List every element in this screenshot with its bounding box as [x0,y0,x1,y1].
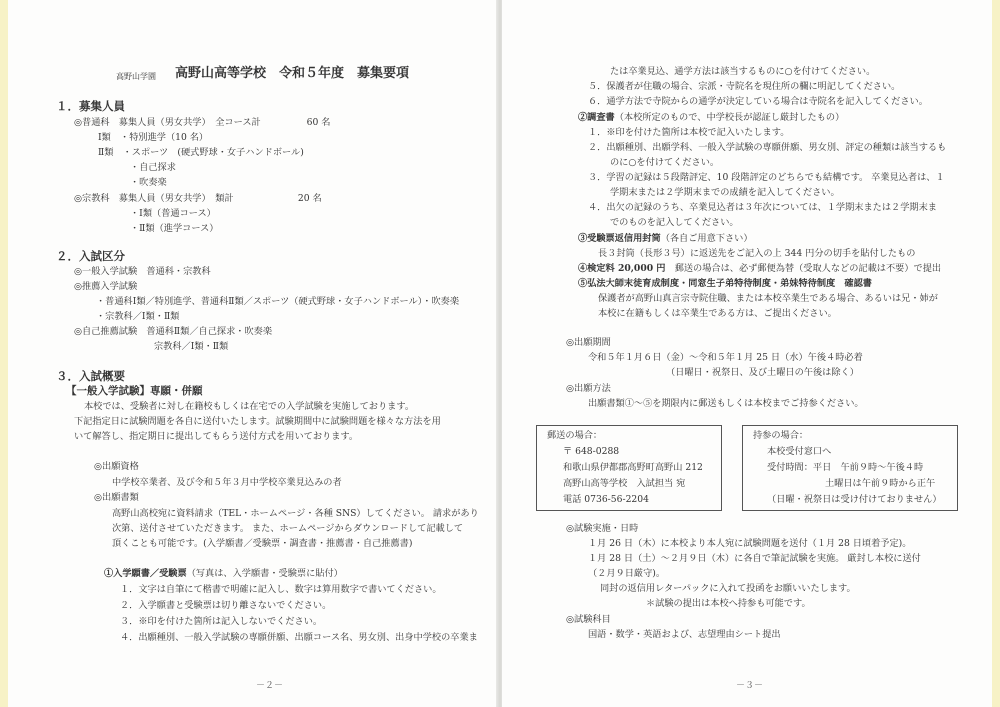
page-number-left: －２－ [256,681,284,691]
envelope-heading [578,233,753,245]
qualification-heading: ◎出願資格 [94,461,139,472]
s1-line: ・吹奏楽 [130,177,167,188]
qualification-text: 中学校卒業者、及び令和５年３月中学校卒業見込みの者 [112,477,342,488]
s2-line: ◎自己推薦試験 普通科Ⅱ類／自己探求・吹奏楽 [74,326,273,337]
section-3-heading: ３．入試概要 [56,369,125,383]
report-item: でのものを記入してください。 [610,217,739,228]
bring-box-line: 受付時間：平日 午前９時～午後４時 [767,462,924,473]
fee-text: 郵送の場合は、必ず郵便為替（受取人などの記載は不要）で提出 [674,263,942,274]
s2-line: ◎推薦入学試験 [74,281,138,292]
application-form-heading [104,568,343,580]
report-note: （本校所定のもので、中学校長が認証し厳封したもの） [614,112,845,123]
application-item: １．文字は自筆にて楷書で明確に記入し、数字は算用数字で書いてください。 [120,584,442,595]
application-item-cont: たは卒業見込、通学方法は該当するものに○を付けてください。 [610,66,876,77]
bring-box-line: 本校受付窓口へ [767,446,832,457]
exam-line: 同封の返信用レターパックに入れて投函をお願いいたします。 [600,583,856,594]
envelope-note: （各自ご用意下さい） [660,233,753,244]
general-exam-heading: 【一般入学試験】専願・併願 [66,385,203,397]
subjects-text: 国語・数学・英語および、志望理由シート提出 [588,629,781,640]
report-item: ３．学習の記録は５段階評定、10 段階評定のどちらでも結構です。 卒業見込者は、１ [588,172,945,183]
envelope-title: ③受験票返信用封筒 [578,233,661,244]
mail-box [536,425,722,511]
report-item: ４．出欠の記録のうち、卒業見込者は３年次については、１学期末または２学期末ま [588,202,937,213]
report-item: のに○を付けてください。 [610,157,720,168]
fee-title: ④検定料 20,000 円 [578,263,666,274]
method-text: 出願書類①～⑤を期限内に郵送もしくは本校までご持参ください。 [588,398,864,409]
documents-line: 頂くことも可能です。(入学願書／受験票・調査書・推薦書・自己推薦書) [112,538,413,549]
page-number-right: －３－ [736,681,764,691]
report-heading [578,112,844,124]
report-title: ②調査書 [578,112,615,123]
mail-box-heading: 郵送の場合： [547,430,603,441]
period-text: 令和５年１月６日（金）～令和５年１月 25 日（水）午後４時必着 [588,352,863,363]
mail-box-line: 〒 648-0288 [563,446,620,457]
period-heading: ◎出願期間 [566,337,611,348]
documents-line: 高野山高校宛に資料請求（TEL・ホームページ・各種 SNS）してください。 請求があり [112,508,479,519]
method-heading: ◎出願方法 [566,383,611,394]
s1-line: ・Ⅰ類（普通コース） [130,208,216,219]
report-item: ２．出願種別、出願学科、一般入学試験の専願併願、男女別、評定の種類は該当するも [588,142,947,153]
section-2-heading: ２．入試区分 [56,249,125,263]
s1-line: ◎宗教科 募集人員（男女共学） 類計 20 名 [74,193,322,204]
s2-line: 宗教科／Ⅰ類・Ⅱ類 [154,341,229,352]
application-item: ３．※印を付けた箇所は記入しないでください。 [120,616,323,627]
org-name: 高野山学園 [116,72,156,81]
subjects-heading: ◎試験科目 [566,614,611,625]
bring-box-line: （日曜・祝祭日は受け付けておりません） [767,494,942,505]
s1-line: ◎普通科 募集人員（男女共学） 全コース計 60 名 [74,117,331,128]
exam-line: （２月９日厳守)。 [588,568,666,579]
kobo-heading: ⑤弘法大師末徒育成制度・同窓生子弟特待制度・弟妹特待制度 確認書 [578,278,872,289]
page-left [0,0,498,707]
mail-box-line: 電話 0736-56-2204 [563,494,649,505]
s2-line: ・普通科Ⅰ類／特別進学、普通科Ⅱ類／スポーツ（硬式野球・女子ハンドボール）・吹奏楽 [96,296,460,307]
fee-line [578,263,941,275]
application-form-note: （写真は、入学願書・受験票に貼付） [186,568,343,579]
exam-line: １月 28 日（土）～２月９日（木）に各自で筆記試験を実施。 厳封し本校に送付 [588,553,921,564]
intro-line: 下記指定日に試験問題を各自に送付いたします。試験期間中に試験問題を様々な方法を用 [74,416,441,427]
application-item: ５．保護者が住職の場合、宗派・寺院名を現住所の欄に明記してください。 [588,81,901,92]
bring-box-line: 土曜日は午前９時から正午 [825,478,936,489]
mail-box-line: 和歌山県伊都郡高野町高野山 212 [563,462,703,473]
s1-line: ・自己探求 [130,162,176,173]
mail-box-line: 高野山高等学校 入試担当 宛 [563,478,686,489]
s1-line: Ⅰ類 ・特別進学（10 名） [98,132,209,143]
application-form-title: ①入学願書／受験票 [104,568,187,579]
application-item: ６．通学方法で寺院からの通学が決定している場合は寺院名を記入してください。 [588,96,928,107]
page-right [502,0,1000,707]
s2-line: ◎一般入学試験 普通科・宗教科 [74,266,211,277]
s2-line: ・宗教科／Ⅰ類・Ⅱ類 [96,311,180,322]
application-item: ２．入学願書と受験票は切り離さないでください。 [120,600,332,611]
documents-heading: ◎出願書類 [94,492,139,503]
period-note: （日曜日・祝祭日、及び土曜日の午後は除く） [666,367,859,378]
documents-line: 次第、送付させていただきます。 また、ホームページからダウンロードして記載して [112,523,464,534]
bring-box-heading: 持参の場合： [753,430,809,441]
exam-line: ＊試験の提出は本校へ持参も可能です。 [646,598,811,609]
section-1-heading: １．募集人員 [56,99,125,113]
intro-line: いて解答し、指定期日に提出してもらう送付方式を用いております。 [74,431,359,442]
kobo-line: 保護者が高野山真言宗寺院住職、または本校卒業生である場合、あるいは兄・姉が [598,293,938,304]
report-item: １．※印を付けた箇所は本校で記入いたします。 [588,127,790,138]
intro-line: 本校では、受験者に対し在籍校もしくは在宅での入学試験を実施しております。 [84,401,415,412]
exam-heading: ◎試験実施・日時 [566,523,639,534]
envelope-text: 長３封筒（長形３号）に返送先をご記入の上 344 円分の切手を貼付したもの [598,248,916,259]
kobo-line: 本校に在籍もしくは卒業生である方は、ご提出ください。 [598,308,837,319]
page-title: 高野山高等学校 令和５年度 募集要項 [175,66,410,81]
s1-line: ・Ⅱ類（進学コース） [130,223,219,234]
exam-line: １月 26 日（木）に本校より本人宛に試験問題を送付（１月 28 日頃着予定)。 [588,538,912,549]
report-item: 学期末または２学期末までの成績を記入してください。 [610,187,840,198]
s1-line: Ⅱ類 ・スポーツ (硬式野球・女子ハンドボール) [98,147,304,158]
application-item: ４．出願種別、一般入学試験の専願併願、出願コース名、男女別、出身中学校の卒業ま [120,632,478,643]
bring-box [742,425,958,511]
